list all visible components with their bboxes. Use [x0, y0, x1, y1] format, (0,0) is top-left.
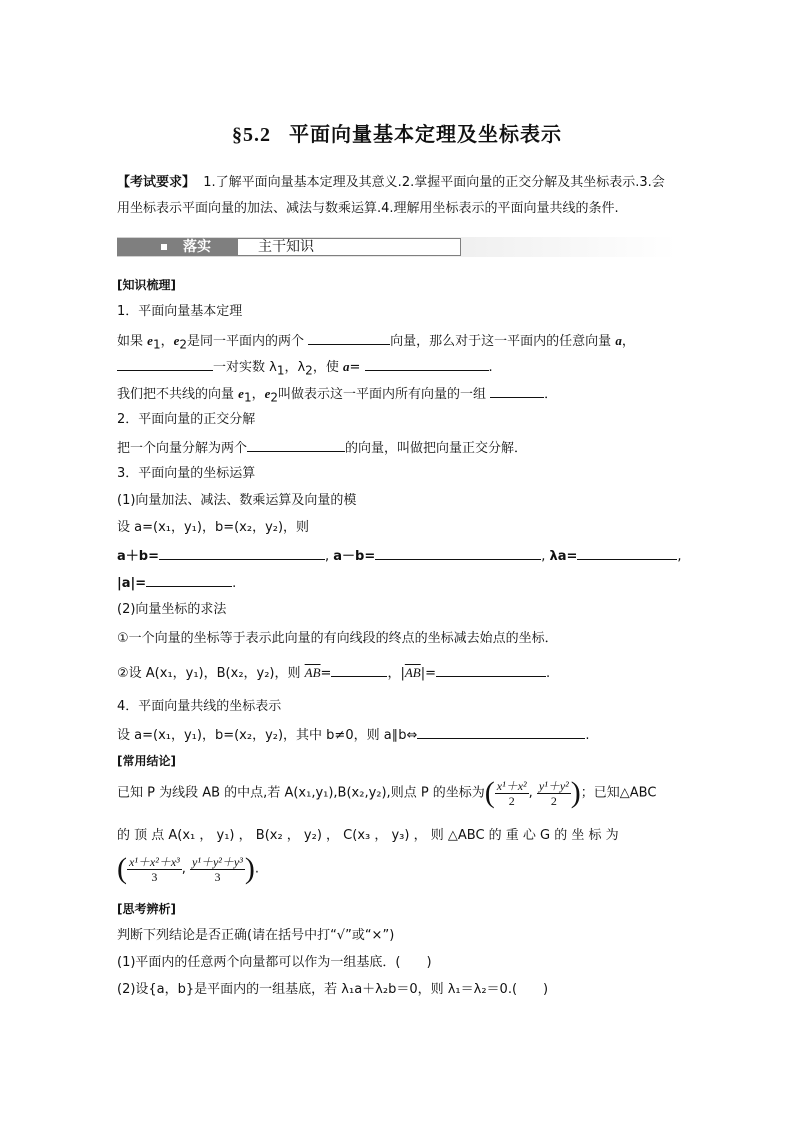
fill-blank[interactable] — [247, 437, 345, 452]
theorem-line-1 — [117, 330, 635, 355]
thinking-intro: 判断下列结论是否正确(请在括号中打“√”或“×”) — [117, 928, 395, 943]
coordinate-rule-2: ②设 A(x₁，y₁)，B(x₂，y₂)，则 $\overline{AB}=$ ，$|\overline{AB}|=$ . — [117, 662, 550, 684]
fraction: $\frac{\text{y¹＋y²}}{2}$ — [538, 778, 569, 808]
orthogonal-line — [117, 437, 527, 459]
text: 如果 — [117, 334, 144, 349]
exam-requirements-line-1 — [117, 173, 665, 193]
text: ， — [160, 334, 174, 349]
section-banner — [117, 237, 677, 257]
scalar-label: λa= — [549, 549, 578, 564]
subsection-3-2: (2)向量坐标的求法 — [117, 602, 227, 617]
title-text: 平面向量基本定理及坐标表示 — [289, 122, 562, 146]
banner-left-label: 落实 — [183, 239, 211, 255]
text: 向量，那么对于这一平面内的任意向量 — [390, 334, 612, 349]
modulus-line: |a|= . — [117, 572, 236, 594]
modulus-label: |a|= — [117, 576, 147, 591]
text: ， — [621, 334, 635, 349]
text: = — [320, 666, 332, 681]
vector-ab: $\overline{AB}$ — [304, 665, 321, 680]
section-number: §5.2 — [232, 124, 271, 146]
text: . — [254, 861, 259, 877]
fill-blank[interactable] — [159, 545, 325, 560]
vector-e1: e — [147, 333, 153, 348]
collinear-line: 设 a=(x₁，y₁)，b=(x₂，y₂)，其中 b≠0，则 a∥b⇔ . — [117, 724, 589, 746]
vector-a: a — [615, 333, 622, 348]
square-icon — [161, 244, 167, 250]
fraction: $\frac{\text{x¹＋x²}}{2}$ — [496, 778, 527, 808]
text: 设 a=(x₁，y₁)，b=(x₂，y₂)，其中 b≠0，则 a∥b⇔ — [117, 728, 418, 743]
text: 把一个向量分解为两个 — [117, 441, 248, 456]
banner-left — [117, 238, 237, 256]
exam-text-1: 1.了解平面向量基本定理及其意义.2.掌握平面向量的正交分解及其坐标表示.3.会 — [203, 175, 665, 190]
text: = — [349, 360, 361, 375]
coordinate-setup: 设 a=(x₁，y₁)，b=(x₂，y₂)，则 — [117, 520, 310, 535]
text: 一对实数 λ — [213, 360, 277, 375]
subscript: 2 — [179, 337, 188, 352]
section-3-heading: 3．平面向量的坐标运算 — [117, 466, 256, 481]
text: 是同一平面内的两个 — [187, 334, 305, 349]
text: 叫做表示这一平面内所有向量的一组 — [278, 387, 487, 402]
fill-blank[interactable] — [375, 545, 541, 560]
subsection-3-1: (1)向量加法、减法、数乘运算及向量的模 — [117, 493, 357, 508]
vector-e2: e — [173, 333, 180, 348]
banner-right-label: 主干知识 — [258, 239, 314, 255]
vector-ab: $\overline{AB}$ — [404, 665, 421, 680]
fill-blank[interactable] — [436, 662, 546, 677]
theorem-line-2: 一对实数 $\lambda_1$，$\lambda_2$，使 a= . — [117, 356, 493, 381]
coordinate-rule-1: ①一个向量的坐标等于表示此向量的有向线段的终点的坐标减去始点的坐标． — [117, 631, 558, 646]
operations-line: a＋b= , a－b= , λa= , — [117, 545, 682, 567]
fraction: $\frac{\text{y¹＋y²＋y³}}{3}$ — [192, 854, 243, 884]
vector-a: a — [342, 359, 350, 374]
text: |= — [420, 666, 437, 681]
fill-blank[interactable] — [417, 724, 585, 739]
difference-label: a－b= — [333, 549, 376, 564]
text: ，使 — [312, 360, 339, 375]
thinking-heading: [思考辨析] — [117, 902, 176, 916]
fill-blank[interactable] — [308, 330, 390, 345]
conclusion-line-2: 的 顶 点 A(x₁ ， y₁) ， B(x₂ ， y₂) ， C(x₃ ， y₃) ， 则 △ABC 的 重 心 G 的 坐 标 为 — [117, 828, 619, 843]
sum-label: a＋b= — [117, 549, 159, 564]
question-1: (1)平面内的任意两个向量都可以作为一组基底．( ) — [117, 955, 432, 970]
text: 已知 P 为线段 AB 的中点,若 A(x₁,y₁),B(x₂,y₂),则点 P 的坐标为 — [117, 785, 485, 801]
conclusion-line-3: ( $\frac{\text{x¹＋x²＋x³}}{3}$ , $\frac{\text{y¹＋y²＋y³}}{3}$ ). — [117, 852, 259, 885]
fill-blank[interactable] — [577, 545, 677, 560]
fraction: $\frac{\text{x¹＋x²＋x³}}{3}$ — [129, 854, 180, 884]
section-4-heading: 4．平面向量共线的坐标表示 — [117, 699, 282, 714]
text: 的向量，叫做把向量正交分解． — [345, 441, 528, 456]
text: ②设 A(x₁，y₁)，B(x₂，y₂)，则 — [117, 666, 301, 681]
text: 我们把不共线的向量 — [117, 387, 235, 402]
conclusion-line-1: 已知 P 为线段 AB 的中点,若 A(x₁,y₁),B(x₂,y₂),则点 P 的坐标为( $\frac{\text{x¹＋x²}}{2}$ , $\frac{\text{y¹＋y²}}{2}$ )；已知△ABC — [117, 776, 657, 809]
fill-blank[interactable] — [490, 383, 544, 398]
exam-label: 【考试要求】 — [117, 175, 196, 190]
question-2: (2)设{a，b}是平面内的一组基底，若 λ₁a＋λ₂b＝0，则 λ₁＝λ₂＝0.( ) — [117, 982, 549, 997]
text: ，λ — [284, 360, 306, 375]
fill-blank[interactable] — [117, 356, 213, 371]
banner-right — [237, 238, 461, 256]
section-1-heading: 1．平面向量基本定理 — [117, 304, 243, 319]
subscript: 1 — [152, 337, 161, 352]
fill-blank[interactable] — [331, 662, 387, 677]
text: ，| — [387, 666, 405, 681]
knowledge-heading: [知识梳理] — [117, 278, 176, 292]
fill-blank[interactable] — [365, 356, 489, 371]
theorem-line-3: 我们把不共线的向量 $e_1$，$e_2$叫做表示这一平面内所有向量的一组 ． — [117, 383, 557, 408]
fill-blank[interactable] — [146, 572, 232, 587]
conclusion-heading: [常用结论] — [117, 754, 176, 768]
page-title — [0, 118, 794, 147]
exam-requirements-line-2: 用坐标表示平面向量的加法、减法与数乘运算.4.理解用坐标表示的平面向量共线的条件. — [117, 201, 619, 216]
text: ；已知△ABC — [580, 785, 657, 801]
section-2-heading: 2．平面向量的正交分解 — [117, 412, 256, 427]
